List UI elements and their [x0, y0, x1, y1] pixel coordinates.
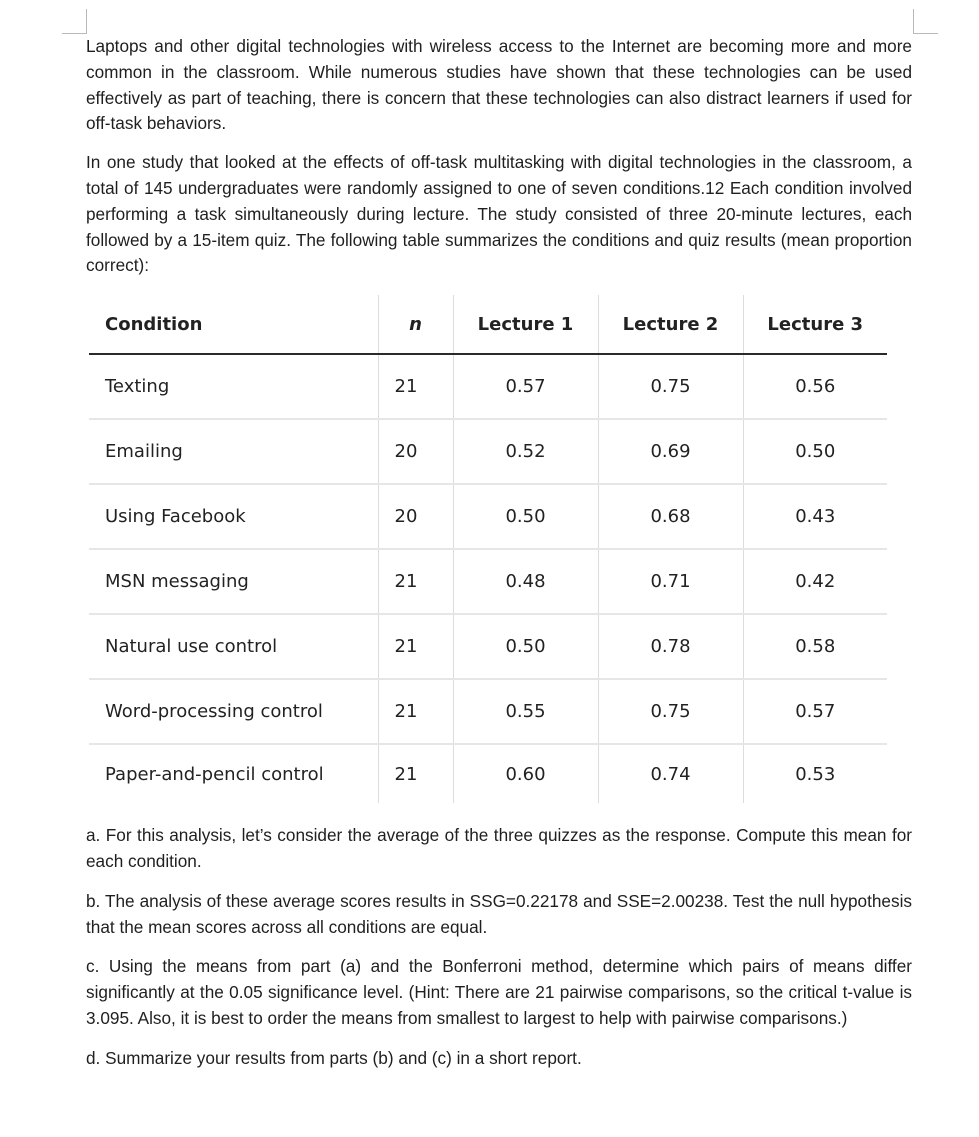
intro-paragraph-2: In one study that looked at the effects of off-task multitasking with digital technologies in the classroom, a total of 145 undergraduates were randomly assigned to one of seven conditions.12 Each condition involved performing a task simultaneously during lecture. The study consisted of three 20-minute lectures, each followed by a 15-item quiz. The following table summarizes the conditions and quiz results (mean proportion correct):: [86, 152, 912, 276]
table-row: [89, 679, 887, 744]
question-b: b. The analysis of these average scores results in SSG=0.22178 and SSE=2.00238. Test the null hypothesis that the mean scores across all conditions are equal.: [86, 890, 912, 937]
cell-lecture-1: 0.52: [453, 419, 598, 484]
cell-lecture-1: 0.50: [453, 484, 598, 549]
cell-n: 20: [378, 484, 453, 549]
header-condition: Condition: [89, 295, 378, 354]
cell-lecture-3: 0.53: [743, 744, 887, 803]
cell-n: 21: [378, 549, 453, 614]
table-row: [89, 744, 887, 803]
table-row: [89, 549, 887, 614]
header-lecture-2: Lecture 2: [598, 295, 743, 354]
cell-lecture-3: 0.50: [743, 419, 887, 484]
cell-lecture-2: 0.75: [598, 354, 743, 419]
header-lecture-3: Lecture 3: [743, 295, 887, 354]
header-lecture-1: Lecture 1: [453, 295, 598, 354]
table-row: [89, 354, 887, 419]
cell-lecture-2: 0.69: [598, 419, 743, 484]
cell-lecture-3: 0.42: [743, 549, 887, 614]
cell-n: 20: [378, 419, 453, 484]
header-n: n: [378, 295, 453, 354]
cell-n: 21: [378, 354, 453, 419]
table-header-row: [89, 295, 887, 354]
question-d: d. Summarize your results from parts (b) and (c) in a short report.: [86, 1047, 582, 1068]
cell-lecture-1: 0.50: [453, 614, 598, 679]
cell-n: 21: [378, 614, 453, 679]
document-body: [86, 34, 912, 1086]
cell-n: 21: [378, 744, 453, 803]
page-corner-mark-top-left: [62, 9, 87, 34]
cell-condition: Texting: [89, 354, 378, 419]
cell-lecture-1: 0.57: [453, 354, 598, 419]
cell-lecture-2: 0.74: [598, 744, 743, 803]
cell-lecture-2: 0.78: [598, 614, 743, 679]
cell-condition: Paper-and-pencil control: [105, 763, 324, 785]
cell-lecture-3: 0.58: [743, 614, 887, 679]
cell-lecture-3: 0.43: [743, 484, 887, 549]
quiz-results-table: [89, 295, 887, 803]
table-row: [89, 419, 887, 484]
cell-n: 21: [378, 679, 453, 744]
cell-lecture-3: 0.56: [743, 354, 887, 419]
cell-lecture-2: 0.75: [598, 679, 743, 744]
table-row: [89, 614, 887, 679]
cell-condition: Word-processing control: [89, 679, 378, 744]
cell-condition: Emailing: [89, 419, 378, 484]
cell-lecture-2: 0.71: [598, 549, 743, 614]
cell-condition: Natural use control: [89, 614, 378, 679]
cell-lecture-1: 0.55: [453, 679, 598, 744]
intro-paragraph-1: Laptops and other digital technologies with wireless access to the Internet are becoming more and more common in the classroom. While numerous studies have shown that these technologies can be used effectively as part of teaching, there is concern that these technologies can also distract learners if used for off-task behaviors.: [86, 36, 912, 134]
page-corner-mark-top-right: [913, 9, 938, 34]
cell-lecture-1: 0.60: [453, 744, 598, 803]
cell-lecture-1: 0.48: [453, 549, 598, 614]
cell-lecture-2: 0.68: [598, 484, 743, 549]
cell-lecture-3: 0.57: [743, 679, 887, 744]
results-table-wrapper: [89, 295, 887, 803]
cell-condition: Using Facebook: [89, 484, 378, 549]
question-c: c. Using the means from part (a) and the Bonferroni method, determine which pairs of means differ significantly at the 0.05 significance level. (Hint: There are 21 pairwise comparisons, so the critical t-value is 3.095. Also, it is best to order the means from smallest to largest to help with pairwise comparisons.): [86, 956, 912, 1028]
table-row: [89, 484, 887, 549]
question-a: a. For this analysis, let’s consider the average of the three quizzes as the response. Compute this mean for each condition.: [86, 825, 912, 871]
cell-condition: MSN messaging: [89, 549, 378, 614]
